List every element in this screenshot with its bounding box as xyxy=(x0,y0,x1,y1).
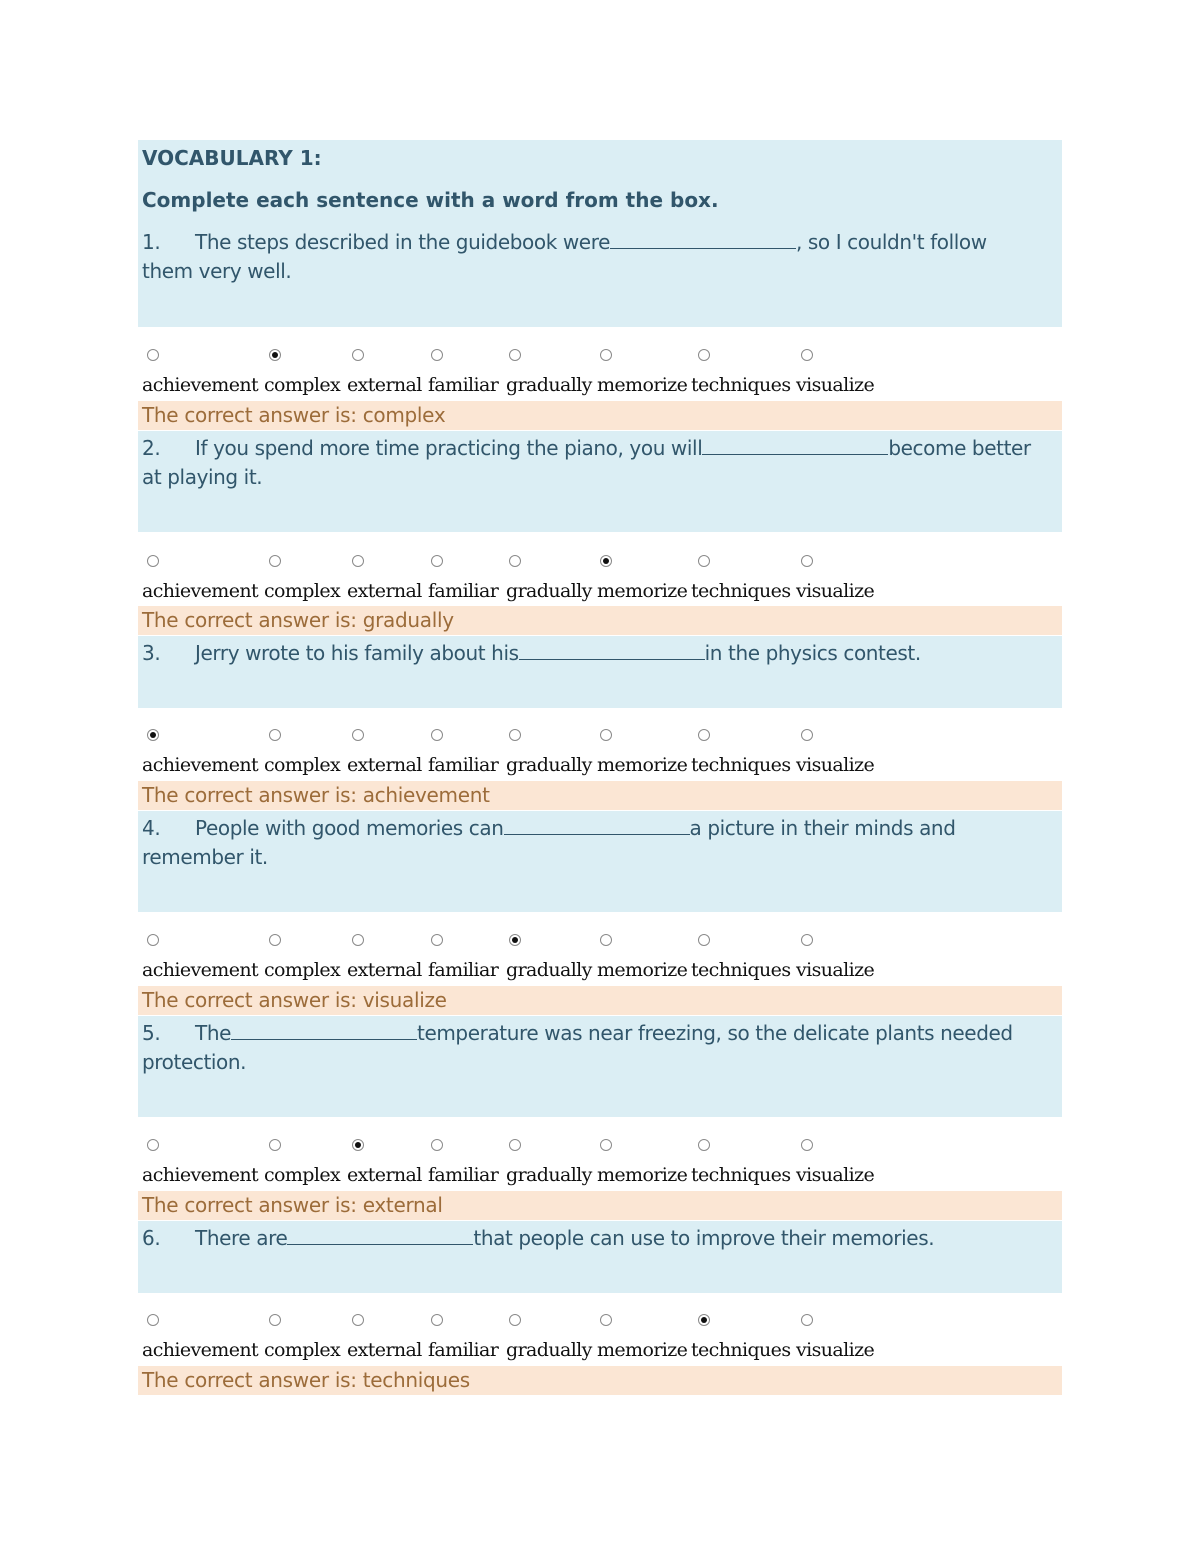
option-radio-external[interactable] xyxy=(352,934,364,946)
answer-blank xyxy=(702,435,888,455)
question-text-before: Jerry wrote to his family about his xyxy=(195,641,519,665)
answer-blank xyxy=(287,1225,473,1245)
option-radio-gradually[interactable] xyxy=(509,555,521,567)
answer-value: visualize xyxy=(362,988,447,1012)
answer-blank xyxy=(231,1020,417,1040)
option-radio-visualize[interactable] xyxy=(801,1139,813,1151)
option-label-external: external xyxy=(347,754,422,776)
option-label-achievement: achievement xyxy=(142,754,259,776)
option-label-visualize: visualize xyxy=(796,374,875,396)
answer-prefix: The correct answer is: xyxy=(142,1193,363,1217)
option-radio-techniques[interactable] xyxy=(698,729,710,741)
answer-value: achievement xyxy=(362,783,490,807)
option-radio-techniques[interactable] xyxy=(698,934,710,946)
option-radio-complex[interactable] xyxy=(269,934,281,946)
answer-blank xyxy=(504,815,690,835)
option-radio-visualize[interactable] xyxy=(801,349,813,361)
correct-answer-text xyxy=(142,608,454,632)
option-label-familiar: familiar xyxy=(428,754,499,776)
option-label-achievement: achievement xyxy=(142,1339,259,1361)
option-label-techniques: techniques xyxy=(691,1164,791,1186)
option-radio-techniques[interactable] xyxy=(698,1314,710,1326)
question-text-continued: at playing it. xyxy=(142,465,263,489)
answer-prefix: The correct answer is: xyxy=(142,988,363,1012)
question-text-after: in the physics contest. xyxy=(704,641,921,665)
option-label-gradually: gradually xyxy=(506,754,592,776)
question-text xyxy=(142,1225,934,1250)
option-label-external: external xyxy=(347,1339,422,1361)
option-label-external: external xyxy=(347,374,422,396)
option-label-memorize: memorize xyxy=(597,1164,688,1186)
option-label-techniques: techniques xyxy=(691,959,791,981)
answer-prefix: The correct answer is: xyxy=(142,783,363,807)
option-label-gradually: gradually xyxy=(506,959,592,981)
answer-value: techniques xyxy=(362,1368,470,1392)
option-radio-complex[interactable] xyxy=(269,729,281,741)
option-radio-visualize[interactable] xyxy=(801,729,813,741)
option-radio-external[interactable] xyxy=(352,555,364,567)
instruction-text: Complete each sentence with a word from the box. xyxy=(142,188,719,212)
question-text-after: temperature was near freezing, so the delicate plants needed xyxy=(417,1021,1013,1045)
question-text-after: that people can use to improve their memories. xyxy=(473,1226,935,1250)
option-radio-memorize[interactable] xyxy=(600,1139,612,1151)
option-radio-familiar[interactable] xyxy=(431,729,443,741)
correct-answer-text xyxy=(142,403,445,427)
option-label-memorize: memorize xyxy=(597,1339,688,1361)
option-label-techniques: techniques xyxy=(691,580,791,602)
option-label-gradually: gradually xyxy=(506,1339,592,1361)
option-radio-familiar[interactable] xyxy=(431,934,443,946)
option-radio-visualize[interactable] xyxy=(801,1314,813,1326)
question-text-after: , so I couldn't follow xyxy=(796,230,987,254)
option-radio-techniques[interactable] xyxy=(698,555,710,567)
question-text-after: become better xyxy=(888,436,1031,460)
option-label-visualize: visualize xyxy=(796,754,875,776)
option-label-memorize: memorize xyxy=(597,580,688,602)
option-label-familiar: familiar xyxy=(428,374,499,396)
correct-answer-text xyxy=(142,988,447,1012)
question-number: 4. xyxy=(142,816,161,840)
option-label-gradually: gradually xyxy=(506,580,592,602)
option-label-familiar: familiar xyxy=(428,1164,499,1186)
option-radio-external[interactable] xyxy=(352,349,364,361)
option-label-external: external xyxy=(347,1164,422,1186)
question-number: 3. xyxy=(142,641,161,665)
option-label-gradually: gradually xyxy=(506,374,592,396)
option-label-gradually: gradually xyxy=(506,1164,592,1186)
option-label-visualize: visualize xyxy=(796,959,875,981)
question-text xyxy=(142,1020,1013,1045)
option-radio-gradually[interactable] xyxy=(509,729,521,741)
question-text-continued: them very well. xyxy=(142,259,292,283)
correct-answer-text xyxy=(142,1193,443,1217)
option-radio-achievement[interactable] xyxy=(147,555,159,567)
question-number: 1. xyxy=(142,230,161,254)
option-label-external: external xyxy=(347,959,422,981)
question-text-before: People with good memories can xyxy=(195,816,504,840)
question-text-before: The xyxy=(195,1021,231,1045)
option-label-visualize: visualize xyxy=(796,1164,875,1186)
question-number: 2. xyxy=(142,436,161,460)
option-label-complex: complex xyxy=(264,959,341,981)
option-radio-achievement[interactable] xyxy=(147,934,159,946)
option-radio-visualize[interactable] xyxy=(801,555,813,567)
option-label-familiar: familiar xyxy=(428,1339,499,1361)
option-label-complex: complex xyxy=(264,374,341,396)
answer-value: external xyxy=(362,1193,443,1217)
option-radio-memorize[interactable] xyxy=(600,934,612,946)
correct-answer-text xyxy=(142,1368,470,1392)
answer-prefix: The correct answer is: xyxy=(142,1368,363,1392)
question-text-before: If you spend more time practicing the piano, you will xyxy=(195,436,703,460)
option-label-familiar: familiar xyxy=(428,580,499,602)
question-number: 6. xyxy=(142,1226,161,1250)
answer-value: gradually xyxy=(362,608,454,632)
question-text xyxy=(142,815,956,840)
answer-prefix: The correct answer is: xyxy=(142,403,363,427)
option-label-visualize: visualize xyxy=(796,1339,875,1361)
option-radio-gradually[interactable] xyxy=(509,1314,521,1326)
option-label-familiar: familiar xyxy=(428,959,499,981)
answer-prefix: The correct answer is: xyxy=(142,608,363,632)
option-radio-gradually[interactable] xyxy=(509,349,521,361)
option-radio-achievement[interactable] xyxy=(147,1314,159,1326)
option-radio-familiar[interactable] xyxy=(431,1314,443,1326)
option-radio-familiar[interactable] xyxy=(431,1139,443,1151)
option-radio-visualize[interactable] xyxy=(801,934,813,946)
question-text-continued: remember it. xyxy=(142,845,268,869)
option-radio-familiar[interactable] xyxy=(431,555,443,567)
option-radio-memorize[interactable] xyxy=(600,555,612,567)
option-radio-complex[interactable] xyxy=(269,1314,281,1326)
option-label-memorize: memorize xyxy=(597,959,688,981)
option-label-achievement: achievement xyxy=(142,1164,259,1186)
option-label-memorize: memorize xyxy=(597,374,688,396)
option-radio-achievement[interactable] xyxy=(147,349,159,361)
answer-blank xyxy=(519,640,705,660)
option-radio-external[interactable] xyxy=(352,729,364,741)
option-radio-complex[interactable] xyxy=(269,349,281,361)
option-label-achievement: achievement xyxy=(142,959,259,981)
option-radio-achievement[interactable] xyxy=(147,729,159,741)
option-label-complex: complex xyxy=(264,580,341,602)
page-title: VOCABULARY 1: xyxy=(142,146,322,170)
question-text-before: The steps described in the guidebook were xyxy=(195,230,610,254)
option-radio-techniques[interactable] xyxy=(698,1139,710,1151)
option-label-techniques: techniques xyxy=(691,1339,791,1361)
question-text xyxy=(142,229,987,254)
option-label-achievement: achievement xyxy=(142,580,259,602)
option-label-complex: complex xyxy=(264,754,341,776)
question-text-after: a picture in their minds and xyxy=(689,816,956,840)
question-text-before: There are xyxy=(195,1226,288,1250)
answer-blank xyxy=(610,229,796,249)
option-label-visualize: visualize xyxy=(796,580,875,602)
option-radio-complex[interactable] xyxy=(269,1139,281,1151)
option-radio-techniques[interactable] xyxy=(698,349,710,361)
option-radio-gradually[interactable] xyxy=(509,1139,521,1151)
option-radio-familiar[interactable] xyxy=(431,349,443,361)
option-radio-external[interactable] xyxy=(352,1139,364,1151)
option-radio-complex[interactable] xyxy=(269,555,281,567)
question-text xyxy=(142,640,921,665)
correct-answer-text xyxy=(142,783,490,807)
option-radio-memorize[interactable] xyxy=(600,1314,612,1326)
option-radio-achievement[interactable] xyxy=(147,1139,159,1151)
option-radio-external[interactable] xyxy=(352,1314,364,1326)
question-text-continued: protection. xyxy=(142,1050,247,1074)
option-label-complex: complex xyxy=(264,1339,341,1361)
option-label-complex: complex xyxy=(264,1164,341,1186)
option-radio-gradually[interactable] xyxy=(509,934,521,946)
option-label-achievement: achievement xyxy=(142,374,259,396)
option-label-external: external xyxy=(347,580,422,602)
option-radio-memorize[interactable] xyxy=(600,349,612,361)
answer-value: complex xyxy=(362,403,446,427)
option-label-memorize: memorize xyxy=(597,754,688,776)
option-label-techniques: techniques xyxy=(691,374,791,396)
question-text xyxy=(142,435,1031,460)
option-label-techniques: techniques xyxy=(691,754,791,776)
option-radio-memorize[interactable] xyxy=(600,729,612,741)
question-number: 5. xyxy=(142,1021,161,1045)
